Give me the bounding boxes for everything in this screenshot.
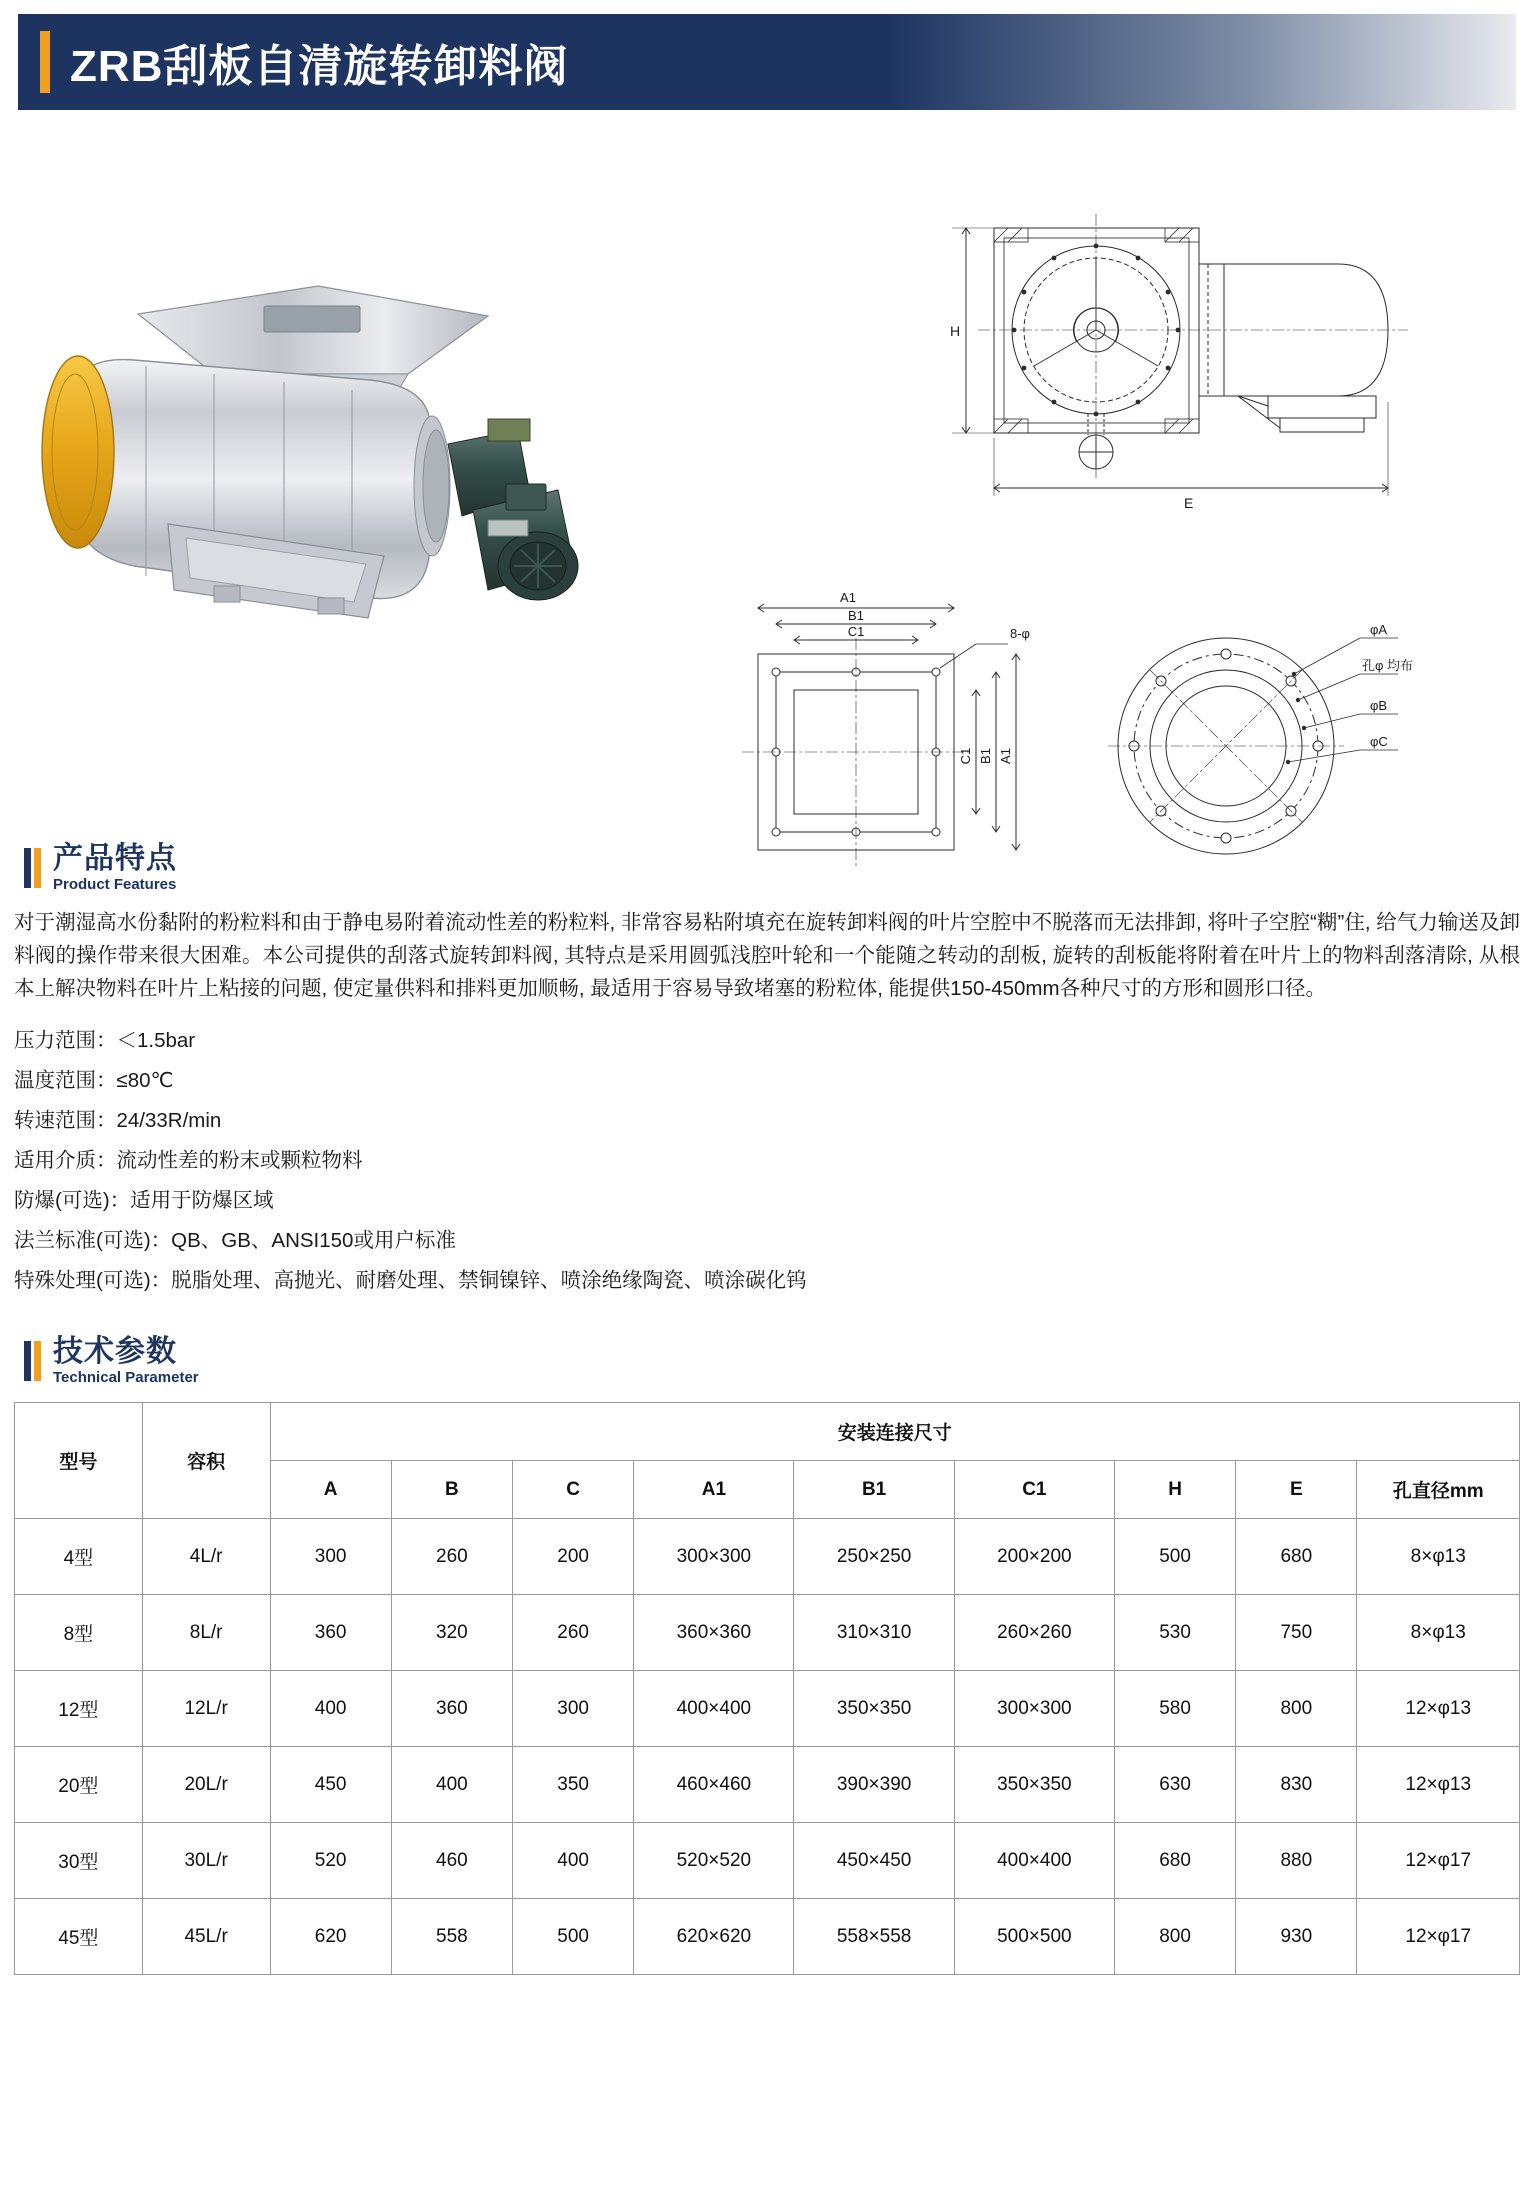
media-area — [18, 116, 1516, 816]
cell-h: 800 — [1114, 1899, 1235, 1975]
cell-model: 8型 — [15, 1595, 143, 1671]
page-title: ZRB刮板自清旋转卸料阀 — [70, 42, 569, 91]
technical-parameter-heading — [24, 1335, 1520, 1387]
cell-a1: 620×620 — [634, 1899, 794, 1975]
spec-medium: 适用介质：流动性差的粉末或颗粒物料 — [14, 1149, 363, 1173]
technical-parameter-title-cn: 技术参数 — [53, 1334, 177, 1368]
page-header — [18, 14, 1516, 110]
spec-speed-range: 转速范围：24/33R/min — [14, 1109, 222, 1133]
table-row — [15, 1519, 1520, 1595]
product-features-section — [14, 842, 1520, 1301]
cell-c1: 300×300 — [954, 1671, 1114, 1747]
cell-b: 360 — [391, 1671, 512, 1747]
cell-h: 580 — [1114, 1671, 1235, 1747]
header-accent-bar — [40, 31, 50, 93]
cell-hole: 12×φ13 — [1357, 1747, 1520, 1823]
cell-volume: 45L/r — [142, 1899, 270, 1975]
table-row — [15, 1671, 1520, 1747]
cell-e: 750 — [1236, 1595, 1357, 1671]
cell-b1: 350×350 — [794, 1671, 954, 1747]
cell-b: 400 — [391, 1747, 512, 1823]
round-flange-drawing — [1098, 616, 1428, 876]
cell-model: 30型 — [15, 1823, 143, 1899]
cell-a: 450 — [270, 1747, 391, 1823]
cell-a1: 520×520 — [634, 1823, 794, 1899]
technical-parameter-section — [14, 1335, 1520, 1976]
cell-b: 558 — [391, 1899, 512, 1975]
product-features-paragraph: 对于潮湿高水份黏附的粉粒料和由于静电易附着流动性差的粉粒料, 非常容易粘附填充在旋转卸料阀的叶片空腔中不脱落而无法排卸, 将叶子空腔“糊”住, 给气力输送及卸料阀的操作带来很大困难。本公司提供的刮落式旋转卸料阀, 其特点是采用圆弧浅腔叶轮和一个能随之转动的刮板, 旋转的刮板能将附着在叶片上的物料刮落清除, 从根本上解决物料在叶片上粘接的问题, 使定量供料和排料更加顺畅, 最适用于容易导致堵塞的粉粒体, 能提供150-450mm各种尺寸的方形和圆形口径。 — [14, 910, 1520, 1000]
cell-c1: 500×500 — [954, 1899, 1114, 1975]
table-header-c1: C1 — [954, 1461, 1114, 1519]
cell-c1: 350×350 — [954, 1747, 1114, 1823]
cell-b: 260 — [391, 1519, 512, 1595]
spec-explosion-proof: 防爆(可选)：适用于防爆区域 — [14, 1188, 274, 1212]
table-header-volume: 容积 — [142, 1403, 270, 1519]
sq-label-b1-right: B1 — [978, 748, 993, 764]
table-header-c: C — [513, 1461, 634, 1519]
cell-volume: 12L/r — [142, 1671, 270, 1747]
technical-parameter-title-en: Technical Parameter — [53, 1368, 199, 1386]
cell-h: 680 — [1114, 1823, 1235, 1899]
sq-label-a1-top: A1 — [840, 590, 856, 605]
table-header-hole-diameter: 孔直径mm — [1357, 1461, 1520, 1519]
cell-b: 460 — [391, 1823, 512, 1899]
table-header-a1: A1 — [634, 1461, 794, 1519]
cell-hole: 12×φ17 — [1357, 1823, 1520, 1899]
assembly-dim-h-label: H — [950, 323, 961, 339]
spec-pressure-range: 压力范围：＜1.5bar — [14, 1029, 196, 1053]
cell-e: 800 — [1236, 1671, 1357, 1747]
cell-model: 4型 — [15, 1519, 143, 1595]
cell-a: 520 — [270, 1823, 391, 1899]
circ-label-phi-c: φC — [1370, 734, 1388, 749]
cell-volume: 4L/r — [142, 1519, 270, 1595]
cell-c: 260 — [513, 1595, 634, 1671]
table-row — [15, 1747, 1520, 1823]
heading-bars-icon — [24, 848, 41, 888]
heading-bars-icon — [24, 1341, 41, 1381]
cell-c: 200 — [513, 1519, 634, 1595]
cell-model: 12型 — [15, 1671, 143, 1747]
table-header-b: B — [391, 1461, 512, 1519]
cell-h: 530 — [1114, 1595, 1235, 1671]
cell-c1: 400×400 — [954, 1823, 1114, 1899]
table-header-b1: B1 — [794, 1461, 954, 1519]
table-header-h: H — [1114, 1461, 1235, 1519]
sq-label-c1-right: C1 — [958, 747, 973, 765]
cell-a: 360 — [270, 1595, 391, 1671]
cell-e: 880 — [1236, 1823, 1357, 1899]
technical-parameter-table — [14, 1402, 1520, 1975]
spec-special-treatment: 特殊处理(可选)：脱脂处理、高抛光、耐磨处理、禁铜镍锌、喷涂绝缘陶瓷、喷涂碳化钨 — [14, 1268, 807, 1292]
cell-c: 500 — [513, 1899, 634, 1975]
cell-a1: 300×300 — [634, 1519, 794, 1595]
cell-hole: 8×φ13 — [1357, 1519, 1520, 1595]
cell-b1: 310×310 — [794, 1595, 954, 1671]
circ-label-phi-a: φA — [1370, 622, 1388, 637]
sq-label-holes: 8-φ — [1010, 626, 1030, 641]
cell-e: 930 — [1236, 1899, 1357, 1975]
cell-b: 320 — [391, 1595, 512, 1671]
circ-label-phi-b: φB — [1370, 698, 1388, 713]
assembly-drawing — [908, 206, 1428, 566]
cell-c: 300 — [513, 1671, 634, 1747]
table-header-model: 型号 — [15, 1403, 143, 1519]
cell-c: 400 — [513, 1823, 634, 1899]
cell-hole: 12×φ13 — [1357, 1671, 1520, 1747]
sq-label-a1-right: A1 — [998, 748, 1013, 764]
table-row — [15, 1899, 1520, 1975]
sq-label-b1-top: B1 — [848, 608, 864, 623]
cell-volume: 20L/r — [142, 1747, 270, 1823]
cell-volume: 8L/r — [142, 1595, 270, 1671]
sq-label-c1-top: C1 — [847, 624, 865, 639]
cell-h: 500 — [1114, 1519, 1235, 1595]
table-row — [15, 1595, 1520, 1671]
product-features-title-en: Product Features — [53, 876, 177, 893]
cell-volume: 30L/r — [142, 1823, 270, 1899]
cell-model: 20型 — [15, 1747, 143, 1823]
table-header-e: E — [1236, 1461, 1357, 1519]
cell-a1: 360×360 — [634, 1595, 794, 1671]
cell-c1: 200×200 — [954, 1519, 1114, 1595]
cell-e: 680 — [1236, 1519, 1357, 1595]
spec-temperature-range: 温度范围：≤80℃ — [14, 1069, 174, 1093]
cell-a: 400 — [270, 1671, 391, 1747]
product-features-title-cn: 产品特点 — [53, 842, 177, 875]
cell-b1: 450×450 — [794, 1823, 954, 1899]
cell-a1: 400×400 — [634, 1671, 794, 1747]
table-header-a: A — [270, 1461, 391, 1519]
product-photo — [18, 194, 618, 624]
cell-hole: 12×φ17 — [1357, 1899, 1520, 1975]
cell-model: 45型 — [15, 1899, 143, 1975]
cell-c: 350 — [513, 1747, 634, 1823]
circ-label-holes: 孔φ 均布 — [1362, 658, 1414, 673]
spec-flange-standard: 法兰标准(可选)：QB、GB、ANSI150或用户标准 — [14, 1228, 456, 1252]
cell-a: 620 — [270, 1899, 391, 1975]
cell-b1: 250×250 — [794, 1519, 954, 1595]
table-header-group-dimensions: 安装连接尺寸 — [270, 1403, 1520, 1461]
square-flange-drawing — [718, 586, 1078, 886]
cell-e: 830 — [1236, 1747, 1357, 1823]
cell-h: 630 — [1114, 1747, 1235, 1823]
cell-a1: 460×460 — [634, 1747, 794, 1823]
table-row — [15, 1823, 1520, 1899]
cell-b1: 558×558 — [794, 1899, 954, 1975]
cell-c1: 260×260 — [954, 1595, 1114, 1671]
cell-a: 300 — [270, 1519, 391, 1595]
cell-b1: 390×390 — [794, 1747, 954, 1823]
assembly-dim-e-label: E — [1184, 495, 1194, 511]
cell-hole: 8×φ13 — [1357, 1595, 1520, 1671]
